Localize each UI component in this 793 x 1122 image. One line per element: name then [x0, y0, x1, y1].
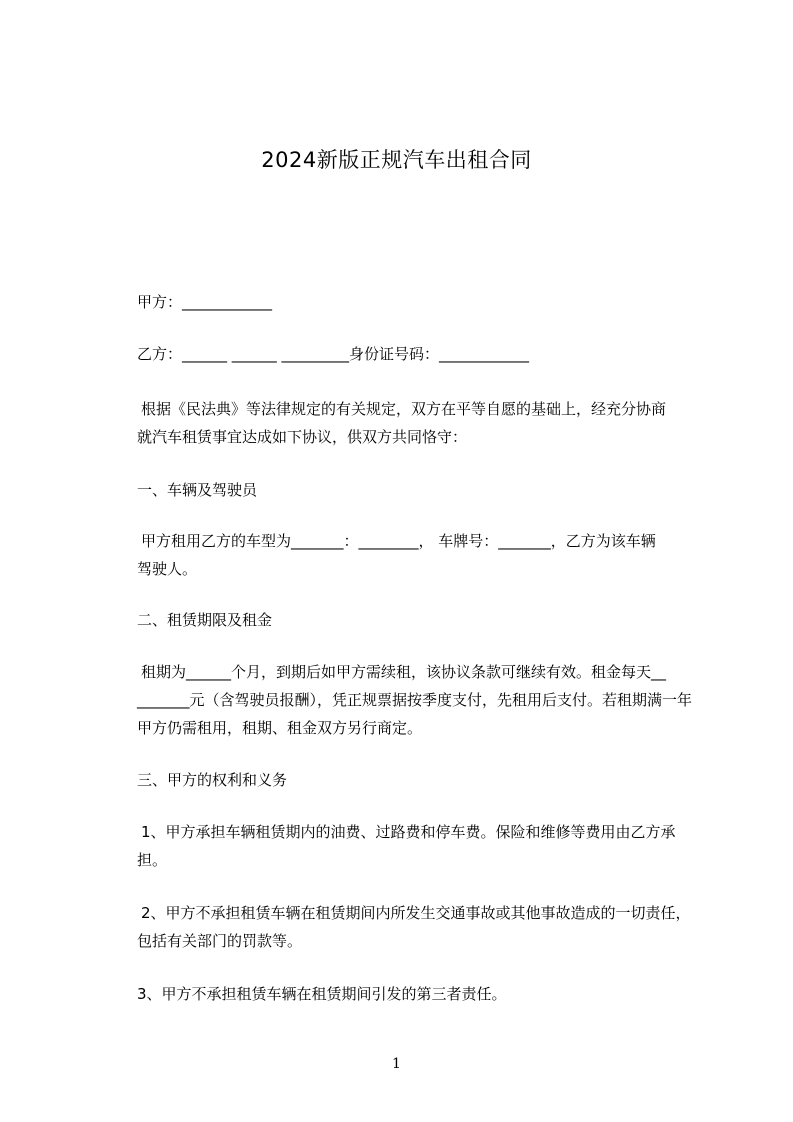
section-3-heading: 三、甲方的权利和义务: [137, 771, 288, 789]
section-1-line-1: 甲方租用乙方的车型为_______：________， 车牌号：_______，乙方为该车辆: [141, 532, 656, 550]
page-number: 1: [392, 1056, 401, 1072]
party-b-line: 乙方：______ ______ _________身份证号码：____________: [137, 345, 530, 363]
clause-2-line-1: 2、甲方不承担租赁车辆在租赁期间内所发生交通事故或其他事故造成的一切责任，: [141, 904, 691, 922]
section-1-line-2: 驾驶人。: [137, 560, 198, 578]
party-a-line: 甲方：____________: [137, 293, 273, 311]
clause-1-line-1: 1、甲方承担车辆租赁期内的油费、过路费和停车费。保险和维修等费用由乙方承: [141, 823, 676, 841]
clause-1-line-2: 担。: [137, 851, 168, 869]
section-1-heading: 一、车辆及驾驶员: [137, 481, 258, 499]
preamble-line-2: 就汽车租赁事宜达成如下协议，供双方共同恪守：: [137, 428, 468, 446]
preamble-line-1: 根据《民法典》等法律规定的有关规定，双方在平等自愿的基础上，经充分协商: [141, 400, 667, 418]
section-2-heading: 二、租赁期限及租金: [137, 611, 273, 629]
document-title: 2024新版正规汽车出租合同: [261, 148, 532, 172]
section-2-line-1: 租期为______个月，到期后如甲方需续租，该协议条款可继续有效。租金每天__: [141, 663, 667, 681]
section-2-line-3: 甲方仍需租用，租期、租金双方另行商定。: [137, 719, 423, 737]
clause-3-line-1: 3、甲方不承担租赁车辆在租赁期间引发的第三者责任。: [137, 985, 507, 1003]
clause-2-line-2: 包括有关部门的罚款等。: [137, 932, 303, 950]
section-2-line-2: _______元（含驾驶员报酬），凭正规票据按季度支付，先租用后支付。若租期满一年: [137, 691, 693, 709]
